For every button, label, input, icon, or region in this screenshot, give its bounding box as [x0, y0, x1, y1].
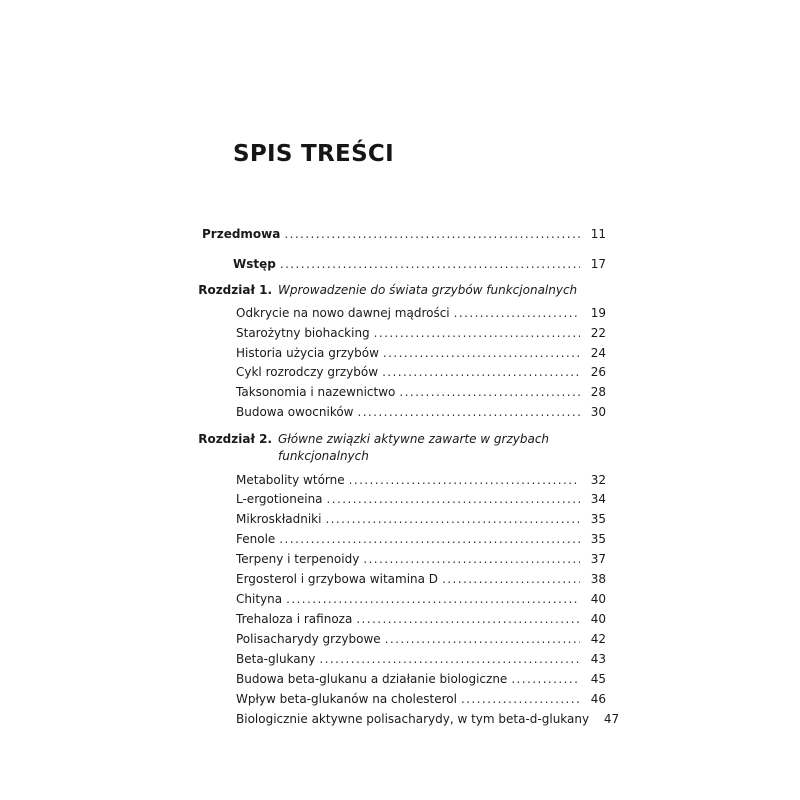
toc-entry[interactable] [236, 691, 606, 707]
leader-dots [280, 256, 580, 272]
toc-entry-label: Chityna [236, 592, 283, 606]
toc-entry[interactable] [236, 364, 606, 380]
toc-entry[interactable] [236, 325, 606, 341]
toc-entry-page: 30 [590, 405, 606, 419]
leader-dots [511, 671, 580, 687]
toc-entry-label: Trehaloza i rafinoza [236, 612, 353, 626]
toc-entry-label: Polisacharydy grzybowe [236, 632, 381, 646]
leader-dots [349, 472, 580, 488]
toc-entry-page: 28 [590, 385, 606, 399]
toc-entry[interactable] [236, 711, 620, 727]
chapter-number: Rozdział 2. [198, 432, 272, 446]
toc-entry-page: 40 [590, 612, 606, 626]
leader-dots [399, 384, 580, 400]
toc-entry-page: 35 [590, 532, 606, 546]
leader-dots [383, 345, 580, 361]
leader-dots [385, 631, 580, 647]
toc-entry[interactable] [236, 551, 606, 567]
chapter-heading-1[interactable] [198, 282, 650, 299]
leader-dots [358, 404, 581, 420]
leader-dots [454, 305, 580, 321]
toc-entry-page: 17 [590, 257, 606, 271]
toc-entry-page: 40 [590, 592, 606, 606]
leader-dots [325, 511, 580, 527]
toc-entry-page: 11 [590, 227, 606, 241]
leader-dots [319, 651, 580, 667]
toc-entry[interactable] [236, 305, 606, 321]
toc-entry-preface[interactable] [202, 226, 606, 242]
toc-entry-label: Wstęp [233, 257, 276, 271]
leader-dots [374, 325, 580, 341]
toc-entry-page: 43 [590, 652, 606, 666]
chapter-title: Główne związki aktywne zawarte w grzybach funkcjonalnych [278, 432, 550, 463]
leader-dots [284, 226, 580, 242]
toc-entry[interactable] [236, 671, 606, 687]
toc-entry-label: Budowa owocników [236, 405, 354, 419]
toc-entry[interactable] [236, 651, 606, 667]
toc-entry-label: Odkrycie na nowo dawnej mądrości [236, 306, 450, 320]
toc-entry-label: Wpływ beta-glukanów na cholesterol [236, 692, 457, 706]
toc-entry-label: Starożytny biohacking [236, 326, 370, 340]
chapter-title: Wprowadzenie do świata grzybów funkcjonalnych [278, 283, 578, 297]
toc-entry-page: 35 [590, 512, 606, 526]
toc-entry[interactable] [236, 472, 606, 488]
toc-entry[interactable] [236, 491, 606, 507]
leader-dots [382, 364, 580, 380]
chapter-number: Rozdział 1. [198, 283, 272, 297]
toc-entry-label: Biologicznie aktywne polisacharydy, w tym beta-d-glukany [236, 712, 590, 726]
toc-entry-page: 24 [590, 346, 606, 360]
toc-entry-page: 47 [603, 712, 620, 726]
toc-entry-page: 38 [590, 572, 606, 586]
page-title: SPIS TREŚCI [233, 141, 394, 167]
toc-entry-label: L-ergotioneina [236, 492, 323, 506]
toc-entry-page: 34 [590, 492, 606, 506]
toc-entry-page: 42 [590, 632, 606, 646]
leader-dots [363, 551, 580, 567]
chapter-heading-2[interactable] [198, 431, 578, 465]
toc-entry-label: Przedmowa [202, 227, 281, 241]
leader-dots [442, 571, 580, 587]
toc-entry-label: Cykl rozrodczy grzybów [236, 365, 379, 379]
leader-dots [279, 531, 580, 547]
toc-entry-label: Taksonomia i nazewnictwo [236, 385, 396, 399]
toc-entry[interactable] [236, 591, 606, 607]
toc-entry-label: Fenole [236, 532, 276, 546]
toc-entry[interactable] [236, 511, 606, 527]
toc-entry-introduction[interactable] [233, 256, 606, 272]
leader-dots [461, 691, 580, 707]
toc-entry[interactable] [236, 631, 606, 647]
toc-entry-page: 32 [590, 473, 606, 487]
toc-entry-page: 46 [590, 692, 606, 706]
toc-entry-page: 19 [590, 306, 606, 320]
leader-dots [327, 491, 580, 507]
toc-entry-label: Mikroskładniki [236, 512, 322, 526]
toc-entry-page: 37 [590, 552, 606, 566]
toc-entry-label: Ergosterol i grzybowa witamina D [236, 572, 439, 586]
toc-entry[interactable] [236, 531, 606, 547]
toc-entry[interactable] [236, 384, 606, 400]
toc-entry[interactable] [236, 404, 606, 420]
toc-entry[interactable] [236, 345, 606, 361]
toc-entry-page: 26 [590, 365, 606, 379]
toc-entry-label: Beta-glukany [236, 652, 316, 666]
toc-entry-page: 22 [590, 326, 606, 340]
toc-entry-label: Budowa beta-glukanu a działanie biologiczne [236, 672, 508, 686]
leader-dots [356, 611, 580, 627]
toc-entry-label: Historia użycia grzybów [236, 346, 379, 360]
toc-entry-label: Terpeny i terpenoidy [236, 552, 360, 566]
leader-dots [286, 591, 580, 607]
toc-entry-label: Metabolity wtórne [236, 473, 345, 487]
toc-entry[interactable] [236, 611, 606, 627]
toc-entry[interactable] [236, 571, 606, 587]
toc-entry-page: 45 [590, 672, 606, 686]
